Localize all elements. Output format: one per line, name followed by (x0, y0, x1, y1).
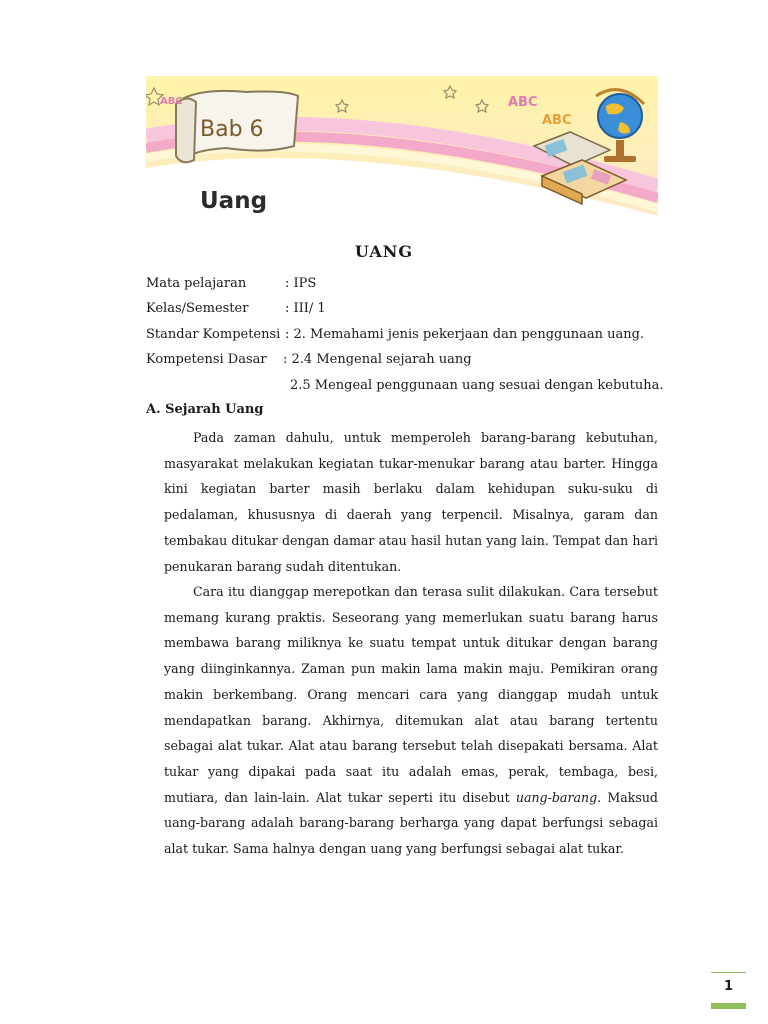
paragraph-1 (164, 425, 658, 579)
page-title: UANG (354, 242, 414, 261)
basic-label: Kompetensi Dasar (146, 352, 267, 367)
standard-value: : 2. Memahami jenis pekerjaan dan penggunaan uang. (285, 327, 645, 342)
paragraph-1-text: Pada zaman dahulu, untuk memperoleh barang-barang kebutuhan, masyarakat melakukan kegiatan tukar-menukar barang atau barter. Hingga kini kegiatan barter masih berlaku dalam kehidupan suku-suku di pedalaman, khususnya di daerah yang terpencil. Misalnya, garam dan tembakau ditukar dengan damar atau hasil hutan yang lain. Tempat dan hari penukaran barang sudah ditentukan. (164, 430, 658, 574)
section-heading: A. Sejarah Uang (146, 402, 264, 417)
standard-label: Standar Kompetensi (146, 327, 281, 342)
basic-value-1: : 2.4 Mengenal sejarah uang (283, 352, 472, 367)
paragraph-2 (164, 579, 658, 862)
paragraph-2-term: uang-barang (515, 789, 598, 805)
paragraph-2-text-a: Cara itu dianggap merepotkan dan terasa sulit dilakukan. Cara tersebut memang kurang praktis. Seseorang yang memerlukan suatu barang harus membawa barang miliknya ke suatu tempat untuk ditukar dengan barang yang diinginkannya. Zaman pun makin lama makin maju. Pemikiran orang makin berkembang. Orang mencari cara yang dianggap mudah untuk mendapatkan barang. Akhirnya, ditemukan alat atau barang tertentu sebagai alat tukar. Alat atau barang tersebut telah disepakati bersama. Alat tukar yang dipakai pada saat itu adalah emas, perak, tembaga, besi, mutiara, dan lain-lain. Alat tukar seperti itu disebut (164, 584, 658, 805)
abc-letters-left: ABC (160, 96, 183, 107)
class-value: : III/ 1 (285, 301, 326, 316)
class-label: Kelas/Semester (146, 301, 249, 316)
abc-letters-right: ABC (542, 113, 572, 128)
abc-letters-top: ABC (508, 95, 538, 110)
chapter-title: Uang (200, 188, 268, 214)
basic-value-2: 2.5 Mengeal penggunaan uang sesuai dengan kebutuha. (290, 378, 664, 393)
subject-label: Mata pelajaran (146, 276, 247, 291)
paragraph-2-text-b: . Maksud uang-barang adalah barang-barang berharga yang dapat berfungsi sebagai alat tukar. Sama halnya dengan uang yang berfungsi sebagai alat tukar. (164, 789, 658, 857)
page-number: 1 (711, 972, 746, 1009)
subject-value: : IPS (285, 276, 317, 291)
chapter-number: Bab 6 (200, 117, 264, 142)
